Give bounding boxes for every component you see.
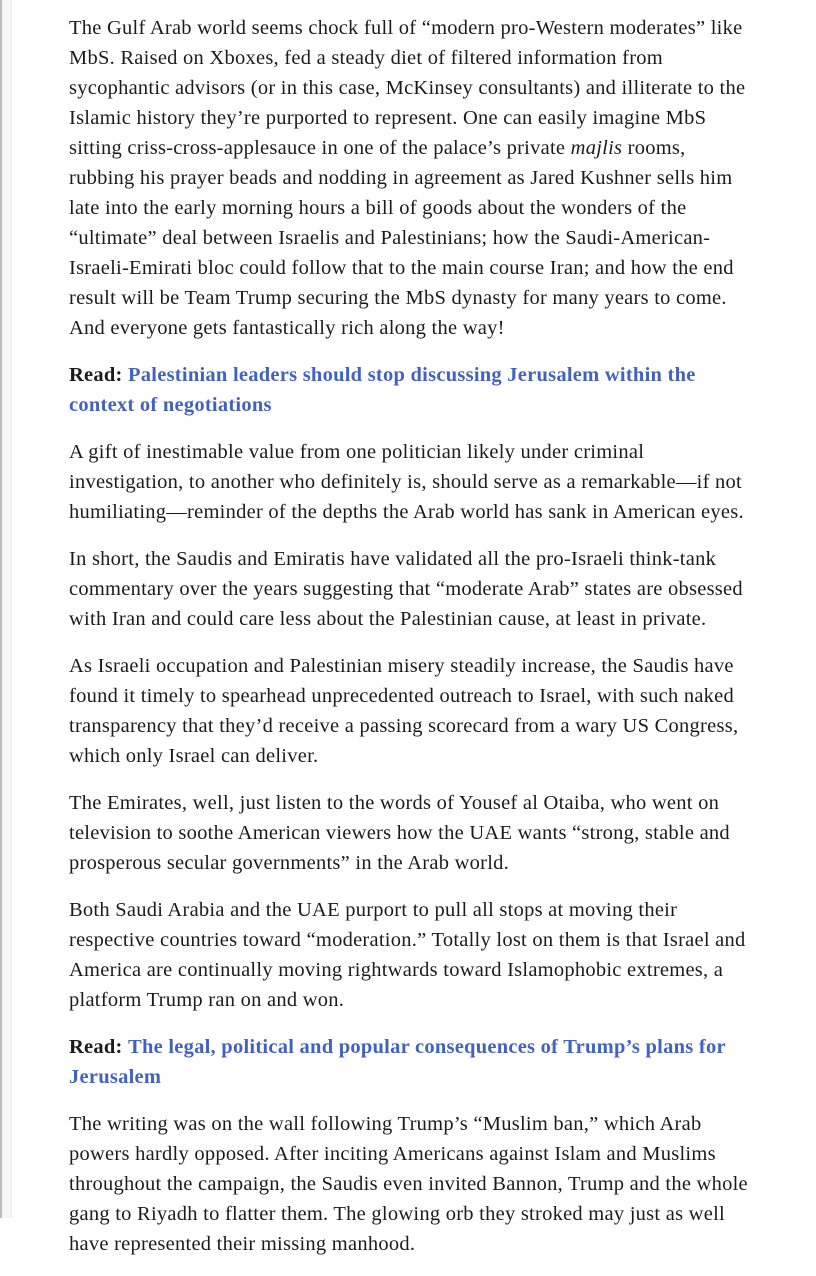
read-callout-1: [69, 360, 749, 420]
paragraph-1-text-cont: rooms, rubbing his prayer beads and nodding in agreement as Jared Kushner sells him late into the early morning hours a bill of goods about the wonders of the “ultimate” deal between Israelis and Palestinians; how the Saudi-American-Israeli-Emirati bloc could follow that to the main course Iran; and how the end result will be Team Trump securing the MbS dynasty for many years to come. And everyone gets fantastically rich along the way!: [69, 137, 734, 339]
read-label: Read:: [69, 364, 123, 386]
read-link-palestinian-leaders[interactable]: Palestinian leaders should stop discussing Jerusalem within the context of negotiations: [69, 364, 696, 416]
paragraph-1: [69, 13, 749, 343]
read-label: Read:: [69, 1036, 123, 1058]
italic-term-majlis: majlis: [570, 137, 623, 159]
article-body: [69, 13, 749, 1276]
paragraph-3: In short, the Saudis and Emiratis have validated all the pro-Israeli think-tank commentary over the years suggesting that “moderate Arab” states are obsessed with Iran and could care less about the Palestinian cause, at least in private.: [69, 548, 743, 630]
read-callout-2: [69, 1032, 749, 1092]
paragraph-5: The Emirates, well, just listen to the words of Yousef al Otaiba, who went on television to soothe American viewers how the UAE wants “strong, stable and prosperous secular governments” in the Arab world.: [69, 792, 730, 874]
paragraph-2: A gift of inestimable value from one politician likely under criminal investigation, to another who definitely is, should serve as a remarkable—if not humiliating—reminder of the depths the Arab world has sank in American eyes.: [69, 441, 744, 523]
paragraph-4: As Israeli occupation and Palestinian misery steadily increase, the Saudis have found it timely to spearhead unprecedented outreach to Israel, with such naked transparency that they’d receive a passing scorecard from a wary US Congress, which only Israel can deliver.: [69, 655, 739, 767]
read-link-trump-jerusalem-plans[interactable]: The legal, political and popular consequences of Trump’s plans for Jerusalem: [69, 1036, 726, 1088]
paragraph-6: Both Saudi Arabia and the UAE purport to pull all stops at moving their respective countries toward “moderation.” Totally lost on them is that Israel and America are continually moving rightwards toward Islamophobic extremes, a platform Trump ran on and won.: [69, 899, 746, 1011]
paragraph-1-text: The Gulf Arab world seems chock full of “modern pro-Western moderates” like MbS. Raised on Xboxes, fed a steady diet of filtered information from sycophantic advisors (or in this case, McKinsey consultants) and illiterate to the Islamic history they’re purported to represent. One can easily imagine MbS sitting criss-cross-applesauce in one of the palace’s private: [69, 17, 746, 159]
paragraph-7: The writing was on the wall following Trump’s “Muslim ban,” which Arab powers hardly opposed. After inciting Americans against Islam and Muslims throughout the campaign, the Saudis even invited Bannon, Trump and the whole gang to Riyadh to flatter them. The glowing orb they stroked may just as well have represented their missing manhood.: [69, 1113, 748, 1255]
window-left-edge: [0, 0, 12, 1218]
